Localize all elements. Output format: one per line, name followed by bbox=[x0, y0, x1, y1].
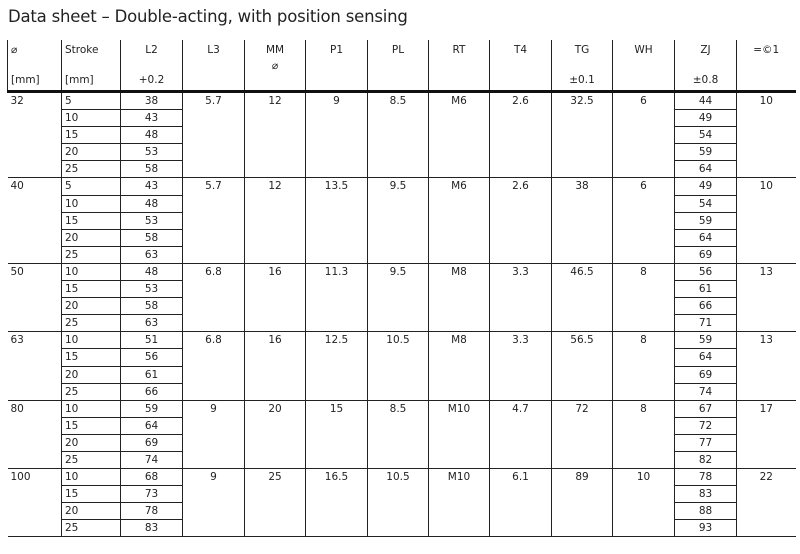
column-header: MM bbox=[245, 40, 306, 60]
mm-cell: 25 bbox=[245, 469, 306, 537]
header-row-units bbox=[8, 74, 796, 92]
column-header bbox=[8, 60, 62, 74]
zj-cell: 54 bbox=[675, 127, 737, 144]
l2-cell: 58 bbox=[121, 298, 183, 315]
pl-cell: 10.5 bbox=[368, 332, 429, 400]
tg-cell: 72 bbox=[552, 400, 613, 468]
stroke-cell: 15 bbox=[62, 486, 121, 503]
zj-cell: 69 bbox=[675, 246, 737, 263]
s1-cell: 22 bbox=[737, 469, 796, 537]
tg-cell: 32.5 bbox=[552, 92, 613, 178]
column-header bbox=[490, 74, 552, 92]
zj-cell: 67 bbox=[675, 400, 737, 417]
t4-cell: 2.6 bbox=[490, 92, 552, 178]
p1-cell: 15 bbox=[306, 400, 368, 468]
zj-cell: 78 bbox=[675, 469, 737, 486]
l2-cell: 78 bbox=[121, 503, 183, 520]
stroke-cell: 15 bbox=[62, 212, 121, 229]
stroke-cell: 10 bbox=[62, 195, 121, 212]
l2-cell: 48 bbox=[121, 263, 183, 280]
zj-cell: 83 bbox=[675, 486, 737, 503]
stroke-cell: 20 bbox=[62, 144, 121, 161]
mm-cell: 12 bbox=[245, 178, 306, 263]
l2-cell: 51 bbox=[121, 332, 183, 349]
table-row bbox=[8, 469, 796, 486]
column-header bbox=[368, 60, 429, 74]
zj-cell: 71 bbox=[675, 315, 737, 332]
table-body bbox=[8, 92, 796, 537]
stroke-cell: 20 bbox=[62, 298, 121, 315]
column-header: TG bbox=[552, 40, 613, 60]
column-header: L3 bbox=[183, 40, 245, 60]
pl-cell: 8.5 bbox=[368, 92, 429, 178]
p1-cell: 16.5 bbox=[306, 469, 368, 537]
bore-diameter-cell: 50 bbox=[8, 263, 62, 331]
zj-cell: 88 bbox=[675, 503, 737, 520]
stroke-cell: 15 bbox=[62, 349, 121, 366]
column-header bbox=[183, 74, 245, 92]
stroke-cell: 25 bbox=[62, 246, 121, 263]
header-row-labels bbox=[8, 40, 796, 60]
stroke-cell: 10 bbox=[62, 263, 121, 280]
l2-cell: 74 bbox=[121, 451, 183, 468]
column-header bbox=[429, 60, 490, 74]
pl-cell: 8.5 bbox=[368, 400, 429, 468]
zj-cell: 64 bbox=[675, 229, 737, 246]
p1-cell: 12.5 bbox=[306, 332, 368, 400]
s1-cell: 17 bbox=[737, 400, 796, 468]
l2-cell: 59 bbox=[121, 400, 183, 417]
l2-cell: 61 bbox=[121, 366, 183, 383]
bore-diameter-cell: 80 bbox=[8, 400, 62, 468]
l3-cell: 6.8 bbox=[183, 263, 245, 331]
column-header: Stroke bbox=[62, 40, 121, 60]
wh-cell: 8 bbox=[613, 400, 675, 468]
zj-cell: 64 bbox=[675, 349, 737, 366]
mm-cell: 20 bbox=[245, 400, 306, 468]
page-title: Data sheet – Double-acting, with position sensing bbox=[8, 7, 408, 26]
t4-cell: 6.1 bbox=[490, 469, 552, 537]
column-header bbox=[429, 74, 490, 92]
zj-cell: 49 bbox=[675, 178, 737, 195]
column-header: L2 bbox=[121, 40, 183, 60]
l2-cell: 43 bbox=[121, 110, 183, 127]
stroke-cell: 25 bbox=[62, 383, 121, 400]
column-header bbox=[490, 60, 552, 74]
l2-cell: 48 bbox=[121, 127, 183, 144]
l2-cell: 83 bbox=[121, 520, 183, 537]
l2-cell: 38 bbox=[121, 92, 183, 110]
column-header bbox=[183, 60, 245, 74]
rt-cell: M8 bbox=[429, 332, 490, 400]
zj-cell: 54 bbox=[675, 195, 737, 212]
l3-cell: 9 bbox=[183, 469, 245, 537]
bore-diameter-cell: 32 bbox=[8, 92, 62, 178]
stroke-cell: 25 bbox=[62, 451, 121, 468]
l2-cell: 53 bbox=[121, 281, 183, 298]
column-header: ZJ bbox=[675, 40, 737, 60]
wh-cell: 6 bbox=[613, 92, 675, 178]
l2-cell: 48 bbox=[121, 195, 183, 212]
l2-cell: 43 bbox=[121, 178, 183, 195]
column-header: PL bbox=[368, 40, 429, 60]
zj-cell: 61 bbox=[675, 281, 737, 298]
column-header bbox=[613, 60, 675, 74]
column-header: RT bbox=[429, 40, 490, 60]
zj-cell: 59 bbox=[675, 212, 737, 229]
table-row bbox=[8, 332, 796, 349]
column-header bbox=[368, 74, 429, 92]
column-header: ±0.8 bbox=[675, 74, 737, 92]
stroke-cell: 10 bbox=[62, 400, 121, 417]
column-header: [mm] bbox=[62, 74, 121, 92]
stroke-cell: 25 bbox=[62, 315, 121, 332]
zj-cell: 59 bbox=[675, 332, 737, 349]
tg-cell: 56.5 bbox=[552, 332, 613, 400]
column-header bbox=[62, 60, 121, 74]
stroke-cell: 15 bbox=[62, 127, 121, 144]
l2-cell: 73 bbox=[121, 486, 183, 503]
zj-cell: 66 bbox=[675, 298, 737, 315]
p1-cell: 13.5 bbox=[306, 178, 368, 263]
column-header bbox=[675, 60, 737, 74]
column-header bbox=[737, 60, 796, 74]
wh-cell: 8 bbox=[613, 332, 675, 400]
table-row bbox=[8, 263, 796, 280]
t4-cell: 2.6 bbox=[490, 178, 552, 263]
column-header: +0.2 bbox=[121, 74, 183, 92]
l2-cell: 56 bbox=[121, 349, 183, 366]
table-row bbox=[8, 92, 796, 110]
stroke-cell: 10 bbox=[62, 332, 121, 349]
mm-cell: 16 bbox=[245, 263, 306, 331]
l3-cell: 5.7 bbox=[183, 178, 245, 263]
l3-cell: 6.8 bbox=[183, 332, 245, 400]
column-header: ⌀ bbox=[245, 60, 306, 74]
column-header: [mm] bbox=[8, 74, 62, 92]
l2-cell: 53 bbox=[121, 212, 183, 229]
wh-cell: 10 bbox=[613, 469, 675, 537]
l2-cell: 64 bbox=[121, 417, 183, 434]
zj-cell: 72 bbox=[675, 417, 737, 434]
stroke-cell: 20 bbox=[62, 503, 121, 520]
column-header bbox=[121, 60, 183, 74]
column-header: T4 bbox=[490, 40, 552, 60]
p1-cell: 9 bbox=[306, 92, 368, 178]
column-header: =©1 bbox=[737, 40, 796, 60]
zj-cell: 74 bbox=[675, 383, 737, 400]
column-header bbox=[613, 74, 675, 92]
l2-cell: 63 bbox=[121, 315, 183, 332]
stroke-cell: 20 bbox=[62, 366, 121, 383]
table-header bbox=[8, 40, 796, 92]
table-row bbox=[8, 178, 796, 195]
table-row bbox=[8, 400, 796, 417]
zj-cell: 82 bbox=[675, 451, 737, 468]
s1-cell: 10 bbox=[737, 178, 796, 263]
column-header: ±0.1 bbox=[552, 74, 613, 92]
column-header: WH bbox=[613, 40, 675, 60]
stroke-cell: 25 bbox=[62, 161, 121, 178]
bore-diameter-cell: 40 bbox=[8, 178, 62, 263]
p1-cell: 11.3 bbox=[306, 263, 368, 331]
l2-cell: 68 bbox=[121, 469, 183, 486]
t4-cell: 3.3 bbox=[490, 263, 552, 331]
bore-diameter-cell: 100 bbox=[8, 469, 62, 537]
stroke-cell: 5 bbox=[62, 178, 121, 195]
stroke-cell: 10 bbox=[62, 469, 121, 486]
t4-cell: 4.7 bbox=[490, 400, 552, 468]
s1-cell: 13 bbox=[737, 332, 796, 400]
column-header bbox=[306, 74, 368, 92]
l2-cell: 58 bbox=[121, 161, 183, 178]
tg-cell: 46.5 bbox=[552, 263, 613, 331]
rt-cell: M10 bbox=[429, 400, 490, 468]
l2-cell: 58 bbox=[121, 229, 183, 246]
rt-cell: M10 bbox=[429, 469, 490, 537]
s1-cell: 13 bbox=[737, 263, 796, 331]
column-header bbox=[552, 60, 613, 74]
column-header bbox=[245, 74, 306, 92]
rt-cell: M6 bbox=[429, 178, 490, 263]
pl-cell: 10.5 bbox=[368, 469, 429, 537]
mm-cell: 16 bbox=[245, 332, 306, 400]
t4-cell: 3.3 bbox=[490, 332, 552, 400]
wh-cell: 8 bbox=[613, 263, 675, 331]
zj-cell: 59 bbox=[675, 144, 737, 161]
zj-cell: 93 bbox=[675, 520, 737, 537]
l3-cell: 5.7 bbox=[183, 92, 245, 178]
wh-cell: 6 bbox=[613, 178, 675, 263]
stroke-cell: 15 bbox=[62, 281, 121, 298]
stroke-cell: 5 bbox=[62, 92, 121, 110]
l2-cell: 63 bbox=[121, 246, 183, 263]
stroke-cell: 10 bbox=[62, 110, 121, 127]
tg-cell: 89 bbox=[552, 469, 613, 537]
pl-cell: 9.5 bbox=[368, 263, 429, 331]
rt-cell: M6 bbox=[429, 92, 490, 178]
l3-cell: 9 bbox=[183, 400, 245, 468]
column-header: P1 bbox=[306, 40, 368, 60]
zj-cell: 69 bbox=[675, 366, 737, 383]
stroke-cell: 20 bbox=[62, 229, 121, 246]
column-header bbox=[306, 60, 368, 74]
tg-cell: 38 bbox=[552, 178, 613, 263]
column-header bbox=[737, 74, 796, 92]
zj-cell: 49 bbox=[675, 110, 737, 127]
rt-cell: M8 bbox=[429, 263, 490, 331]
zj-cell: 77 bbox=[675, 434, 737, 451]
pl-cell: 9.5 bbox=[368, 178, 429, 263]
zj-cell: 56 bbox=[675, 263, 737, 280]
l2-cell: 66 bbox=[121, 383, 183, 400]
column-header: ⌀ bbox=[8, 40, 62, 60]
s1-cell: 10 bbox=[737, 92, 796, 178]
zj-cell: 44 bbox=[675, 92, 737, 110]
l2-cell: 69 bbox=[121, 434, 183, 451]
header-row-symbols bbox=[8, 60, 796, 74]
stroke-cell: 15 bbox=[62, 417, 121, 434]
bore-diameter-cell: 63 bbox=[8, 332, 62, 400]
zj-cell: 64 bbox=[675, 161, 737, 178]
stroke-cell: 25 bbox=[62, 520, 121, 537]
mm-cell: 12 bbox=[245, 92, 306, 178]
stroke-cell: 20 bbox=[62, 434, 121, 451]
l2-cell: 53 bbox=[121, 144, 183, 161]
data-sheet-table bbox=[7, 40, 796, 537]
